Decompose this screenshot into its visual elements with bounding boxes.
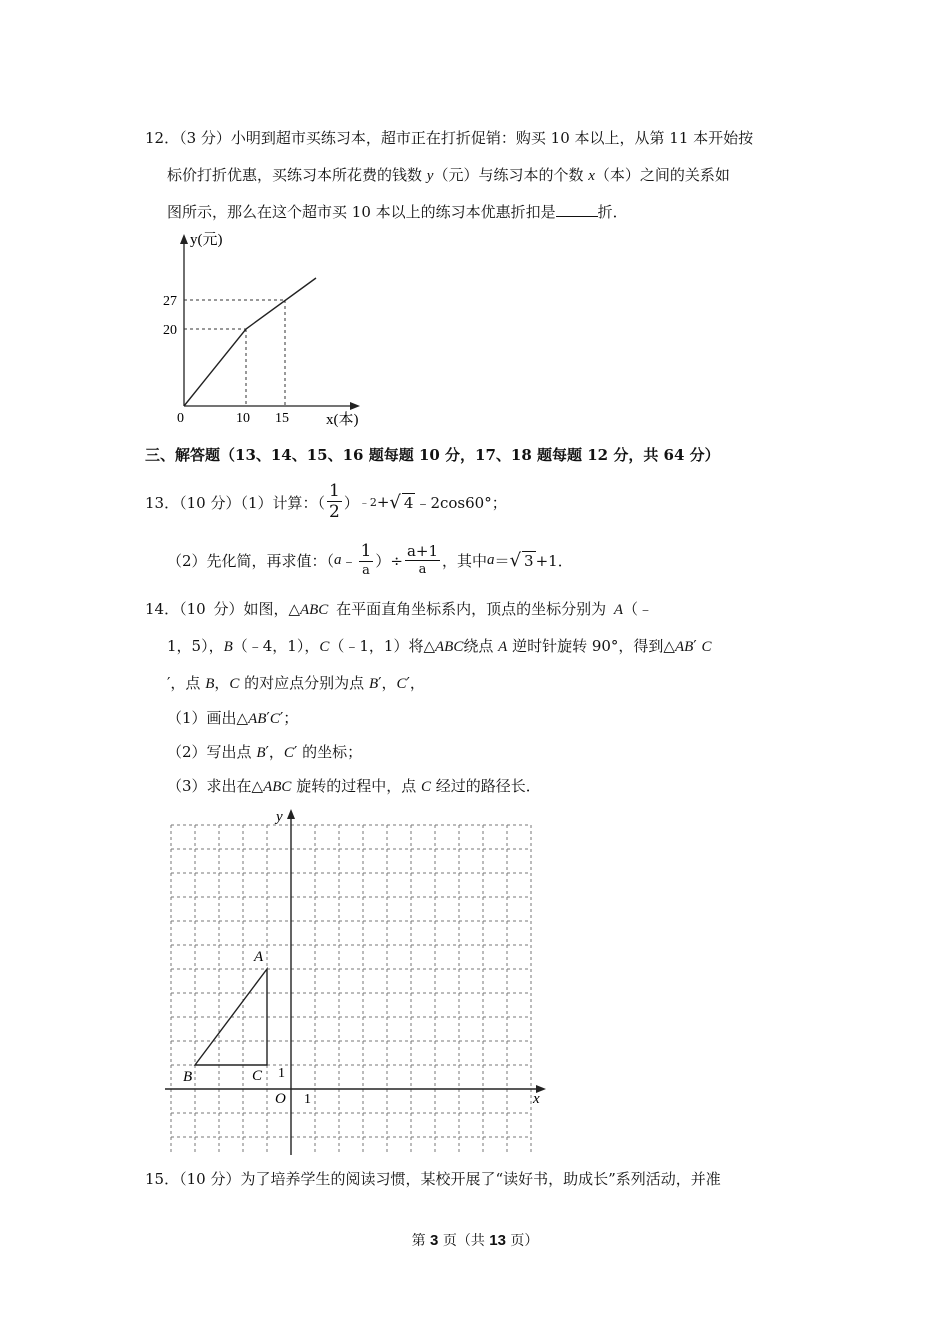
- grid-x-label: x: [533, 1091, 540, 1107]
- equals-sign: ＝: [494, 551, 510, 570]
- t: （﹣4，1），: [232, 637, 320, 655]
- x-axis-arrow: [350, 402, 360, 410]
- fraction-1-over-a: [359, 543, 374, 577]
- triangle-abc: ABC: [263, 779, 292, 795]
- t: 14．（10 分）如图，△: [145, 600, 300, 618]
- origin-label: 0: [177, 411, 184, 426]
- t: （﹣: [623, 600, 654, 618]
- divide-sign: ）÷: [375, 551, 403, 570]
- t: 逆时针旋转 90°，得到△: [507, 637, 675, 655]
- q12-line-3: [167, 201, 628, 222]
- plus-sign: +: [376, 493, 390, 511]
- t: ′，: [378, 674, 397, 692]
- triangle-ab: AB: [674, 639, 694, 655]
- q13-paren: ）: [343, 493, 359, 512]
- page-footer: [0, 1230, 950, 1250]
- q12-text-2b: （元）与练习本的个数: [433, 166, 589, 184]
- grid-origin-label: O: [275, 1091, 286, 1107]
- page-total: 13: [489, 1232, 506, 1249]
- q13-p2-end: +1．: [535, 551, 573, 570]
- t: 旋转的过程中，点: [291, 777, 421, 795]
- t: 1，5），: [167, 637, 224, 655]
- var-x: x: [588, 168, 595, 184]
- point-c: C: [420, 779, 431, 795]
- x-axis-label: x(本): [326, 412, 359, 428]
- t: （2）写出点: [167, 743, 257, 761]
- point-b: B: [205, 676, 215, 692]
- q14-line-1: [145, 598, 653, 619]
- answer-blank: [556, 202, 598, 217]
- q13-p2-prefix: （2）先化简，再求值：（: [167, 551, 335, 570]
- footer-mid: 页（共: [438, 1233, 490, 1249]
- q13-p1-rest: ﹣2cos60°；: [415, 493, 507, 512]
- q13-part1: [145, 480, 507, 524]
- q12-text-2c: （本）之间的关系如: [594, 166, 730, 184]
- point-b: B: [256, 745, 266, 761]
- y-tick-27: 27: [163, 294, 177, 309]
- triangle-abc: ABC: [435, 639, 464, 655]
- page-number: 3: [430, 1232, 439, 1249]
- q13-p1-prefix: 13．（10 分）（1）计算：（: [145, 493, 325, 512]
- q12-text-2a: 标价打折优惠，买练习本所花费的钱数: [167, 166, 427, 184]
- frac-num: 1: [329, 481, 340, 501]
- section-title-text: 三、解答题（13、14、15、16 题每题 10 分，17、18 题每题 12 分，共 64 分）: [145, 446, 720, 464]
- q12-text-3b: 折．: [597, 203, 628, 221]
- q12-line-2: [167, 164, 730, 185]
- fraction-half: [327, 483, 342, 521]
- frac-den: 2: [329, 502, 340, 522]
- frac-num: a+1: [406, 542, 439, 560]
- footer-pre: 第: [411, 1233, 431, 1249]
- grid-lines: [171, 825, 531, 1155]
- sqrt-radicand: 3: [524, 551, 534, 570]
- t: ′，: [406, 674, 425, 692]
- triangle-abc: ABC: [299, 602, 329, 618]
- t: ′: [693, 637, 702, 655]
- point-c: C: [229, 676, 240, 692]
- exponent: ﹣2: [358, 496, 377, 509]
- frac-den: a: [418, 562, 427, 577]
- q13-part2: [167, 538, 573, 582]
- q12-text-3a: 图所示，那么在这个超市买 10 本以上的练习本优惠折扣是: [167, 203, 556, 221]
- t: ′ 的坐标；: [293, 743, 363, 761]
- var-y: y: [426, 168, 434, 184]
- point-b-label: B: [183, 1069, 193, 1085]
- q12-graph: [150, 228, 370, 433]
- t: 绕点: [463, 637, 499, 655]
- sqrt-symbol: √: [389, 491, 401, 513]
- point-c-label: C: [252, 1068, 263, 1084]
- point-c: C: [283, 745, 294, 761]
- sqrt-symbol: √: [509, 549, 522, 571]
- t: （3）求出在△: [167, 777, 264, 795]
- grid-one-x: 1: [304, 1092, 311, 1107]
- point-b: B: [368, 676, 379, 692]
- q14-line-2: [167, 635, 712, 656]
- q12-text-1: 12．（3 分）小明到超市买练习本，超市正在打折促销：购买 10 本以上，从第 11 本开始按: [145, 129, 754, 147]
- y-axis-label: y(元): [190, 232, 223, 248]
- q15-text-1: 15．（10 分）为了培养学生的阅读习惯，某校开展了“读好书，助成长”系列活动，并准: [145, 1170, 721, 1188]
- grid-y-label: y: [276, 809, 283, 825]
- y-tick-20: 20: [163, 323, 177, 338]
- point-c: C: [396, 676, 407, 692]
- point-a: A: [498, 639, 508, 655]
- x-tick-15: 15: [275, 411, 289, 426]
- point-c: C: [701, 639, 712, 655]
- section-title: [145, 444, 720, 465]
- point-b: B: [223, 639, 233, 655]
- var-a: a: [334, 551, 342, 568]
- point-c: C: [269, 711, 280, 727]
- t: 的对应点分别为点: [239, 674, 369, 692]
- q14-coordinate-grid: [160, 805, 555, 1157]
- y-axis-arrow: [287, 809, 295, 819]
- point-c: C: [319, 639, 330, 655]
- x-tick-10: 10: [236, 411, 250, 426]
- q15-line-1: [145, 1168, 721, 1189]
- q14-line-3: [167, 672, 425, 693]
- frac-den: a: [362, 563, 370, 578]
- footer-post: 页）: [505, 1233, 539, 1249]
- grid-one-y: 1: [278, 1066, 285, 1081]
- t: ′，: [265, 743, 284, 761]
- sqrt-radicand: 4: [403, 493, 414, 512]
- t: 在平面直角坐标系内，顶点的坐标分别为: [328, 600, 614, 618]
- t: ′: [266, 709, 270, 727]
- point-a-label: A: [254, 949, 264, 965]
- t: ′，点: [167, 674, 206, 692]
- var-a: a: [487, 551, 495, 568]
- t: 经过的路径长．: [431, 777, 541, 795]
- q13-p2-mid: ，其中: [442, 551, 488, 570]
- cost-line: [184, 278, 316, 406]
- triangle-ab: AB: [248, 711, 267, 727]
- y-axis-arrow: [180, 234, 188, 244]
- q12-line-1: [145, 127, 753, 148]
- t: ′；: [279, 709, 299, 727]
- frac-num: 1: [360, 541, 372, 561]
- minus-sign: ﹣: [341, 551, 357, 570]
- fraction-a1-over-a: [405, 544, 440, 576]
- q14-sub-3: [167, 775, 541, 796]
- q14-sub-2: [167, 741, 362, 762]
- point-a: A: [613, 602, 624, 618]
- t: （1）画出△: [167, 709, 249, 727]
- t: ，: [214, 674, 230, 692]
- q14-sub-1: [167, 707, 298, 728]
- t: （﹣1，1）将△: [329, 637, 435, 655]
